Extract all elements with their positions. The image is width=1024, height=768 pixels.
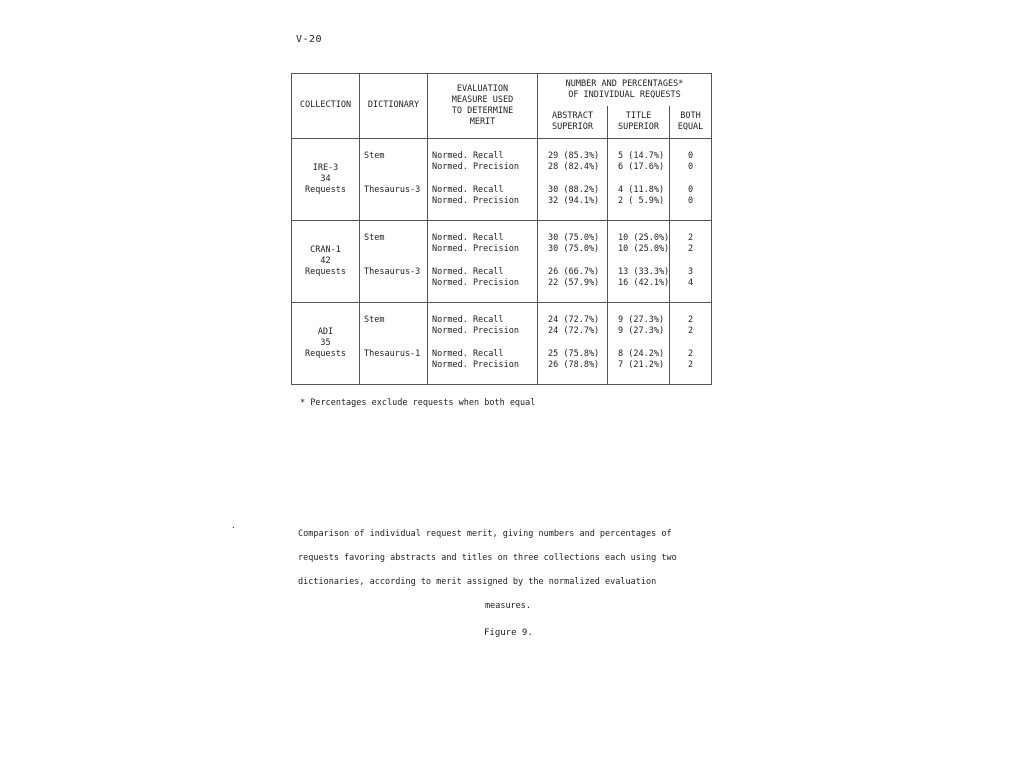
header-abstract-superior: ABSTRACT SUPERIOR (538, 106, 608, 138)
abstract-cell: 24 (72.7%) 24 (72.7%) 25 (75.8%) 26 (78.8%) (538, 302, 608, 384)
collection-cell: CRAN-1 42 Requests (292, 220, 360, 302)
measure-cell: Normed. Recall Normed. Precision Normed. Recall Normed. Precision (428, 220, 538, 302)
dictionary-cell: Stem Thesaurus-3 (360, 220, 428, 302)
dictionary-cell: Stem Thesaurus-3 (360, 138, 428, 220)
figure-label: Figure 9. (484, 628, 533, 638)
margin-mark: · (231, 523, 236, 532)
measure-cell: Normed. Recall Normed. Precision Normed. Recall Normed. Precision (428, 138, 538, 220)
caption-line: Comparison of individual request merit, giving numbers and percentages of (298, 529, 672, 539)
caption-line: measures. (484, 601, 532, 611)
header-collection: COLLECTION (292, 74, 360, 139)
header-both-equal: BOTH EQUAL (670, 106, 712, 138)
title-cell: 9 (27.3%) 9 (27.3%) 8 (24.2%) 7 (21.2%) (608, 302, 670, 384)
both-cell: 2 2 3 4 (670, 220, 712, 302)
collection-cell: IRE-3 34 Requests (292, 138, 360, 220)
table-header-row (292, 74, 712, 106)
header-measure: EVALUATION MEASURE USED TO DETERMINE MERIT (428, 74, 538, 139)
title-cell: 5 (14.7%) 6 (17.6%) 4 (11.8%) 2 ( 5.9%) (608, 138, 670, 220)
table-row (292, 138, 712, 220)
figure-caption (298, 522, 718, 618)
dictionary-cell: Stem Thesaurus-1 (360, 302, 428, 384)
collection-cell: ADI 35 Requests (292, 302, 360, 384)
table-row (292, 220, 712, 302)
caption-line: requests favoring abstracts and titles on three collections each using two (298, 553, 677, 563)
title-cell: 10 (25.0%) 10 (25.0%) 13 (33.3%) 16 (42.1%) (608, 220, 670, 302)
measure-cell: Normed. Recall Normed. Precision Normed. Recall Normed. Precision (428, 302, 538, 384)
abstract-cell: 30 (75.0%) 30 (75.0%) 26 (66.7%) 22 (57.9%) (538, 220, 608, 302)
both-cell: 0 0 0 0 (670, 138, 712, 220)
both-cell: 2 2 2 2 (670, 302, 712, 384)
results-table (291, 73, 712, 385)
caption-line: dictionaries, according to merit assigned by the normalized evaluation (298, 577, 657, 587)
header-number-percentages: NUMBER AND PERCENTAGES* OF INDIVIDUAL REQUESTS (538, 74, 712, 106)
page-number: V-20 (296, 34, 323, 45)
header-title-superior: TITLE SUPERIOR (608, 106, 670, 138)
abstract-cell: 29 (85.3%) 28 (82.4%) 30 (88.2%) 32 (94.1%) (538, 138, 608, 220)
header-dictionary: DICTIONARY (360, 74, 428, 139)
table-row (292, 302, 712, 384)
table-footnote: * Percentages exclude requests when both equal (300, 398, 536, 408)
